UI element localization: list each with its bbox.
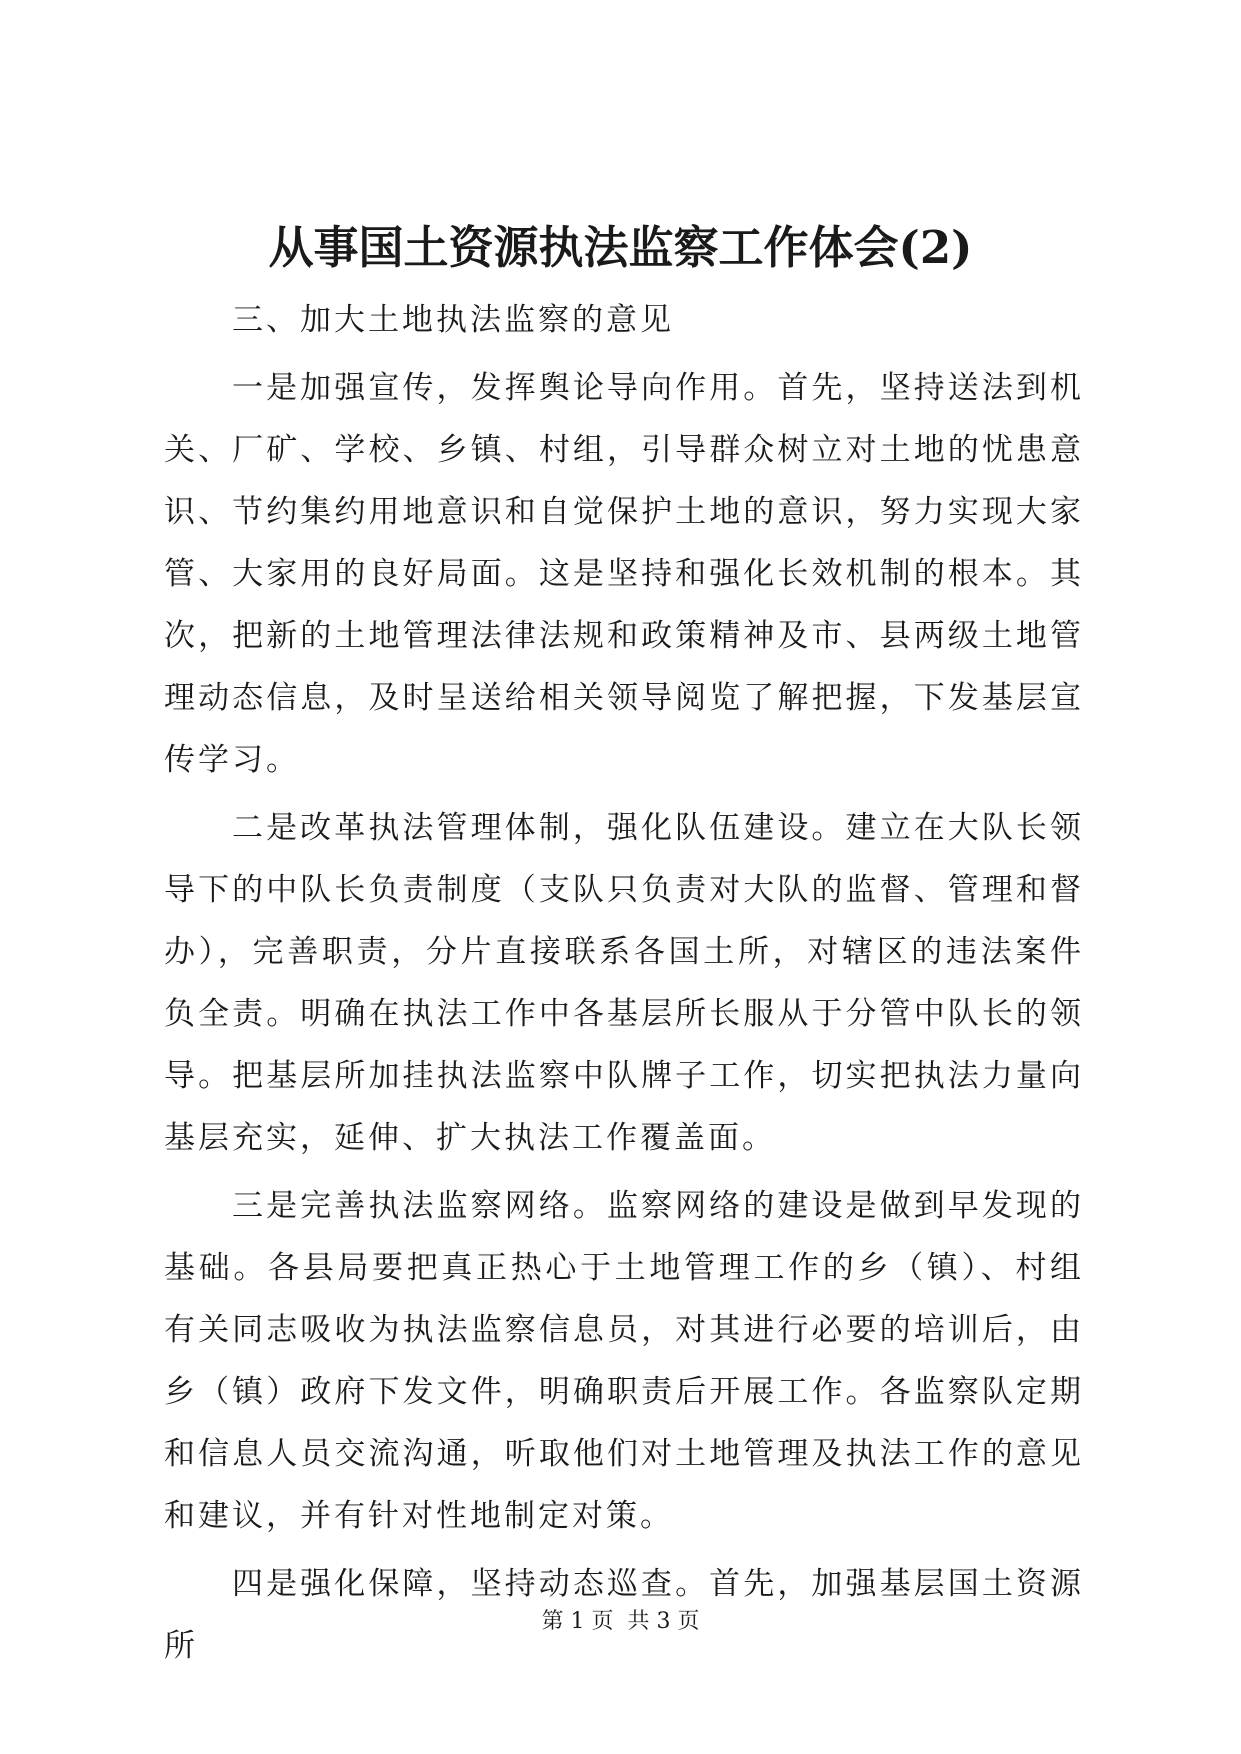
- paragraph-3: 三是完善执法监察网络。监察网络的建设是做到早发现的基础。各县局要把真正热心于土地管理工作的乡（镇）、村组有关同志吸收为执法监察信息员，对其进行必要的培训后，由乡（镇）政府下发文件，明确职责后开展工作。各监察队定期和信息人员交流沟通，听取他们对土地管理及执法工作的意见和建议，并有针对性地制定对策。: [164, 1188, 1084, 1534]
- document-title: 从事国土资源执法监察工作体会(2): [268, 221, 973, 274]
- paragraph-4: 四是强化保障，坚持动态巡查。首先，加强基层国土资源所: [164, 1566, 1084, 1664]
- section-heading: 三、加大土地执法监察的意见: [232, 302, 674, 338]
- page-total: 共 3 页: [627, 1609, 700, 1634]
- page-footer: [0, 1607, 1241, 1637]
- paragraph-2: 二是改革执法管理体制，强化队伍建设。建立在大队长领导下的中队长负责制度（支队只负责对大队的监督、管理和督办），完善职责，分片直接联系各国土所，对辖区的违法案件负全责。明确在执法工作中各基层所长服从于分管中队长的领导。把基层所加挂执法监察中队牌子工作，切实把执法力量向基层充实，延伸、扩大执法工作覆盖面。: [164, 810, 1084, 1156]
- paragraph-1: 一是加强宣传，发挥舆论导向作用。首先，坚持送法到机关、厂矿、学校、乡镇、村组，引导群众树立对土地的忧患意识、节约集约用地意识和自觉保护土地的意识，努力实现大家管、大家用的良好局面。这是坚持和强化长效机制的根本。其次，把新的土地管理法律法规和政策精神及市、县两级土地管理动态信息，及时呈送给相关领导阅览了解把握，下发基层宣传学习。: [164, 370, 1084, 778]
- document-body: [164, 289, 1084, 1683]
- page-number: 第 1 页: [541, 1609, 614, 1634]
